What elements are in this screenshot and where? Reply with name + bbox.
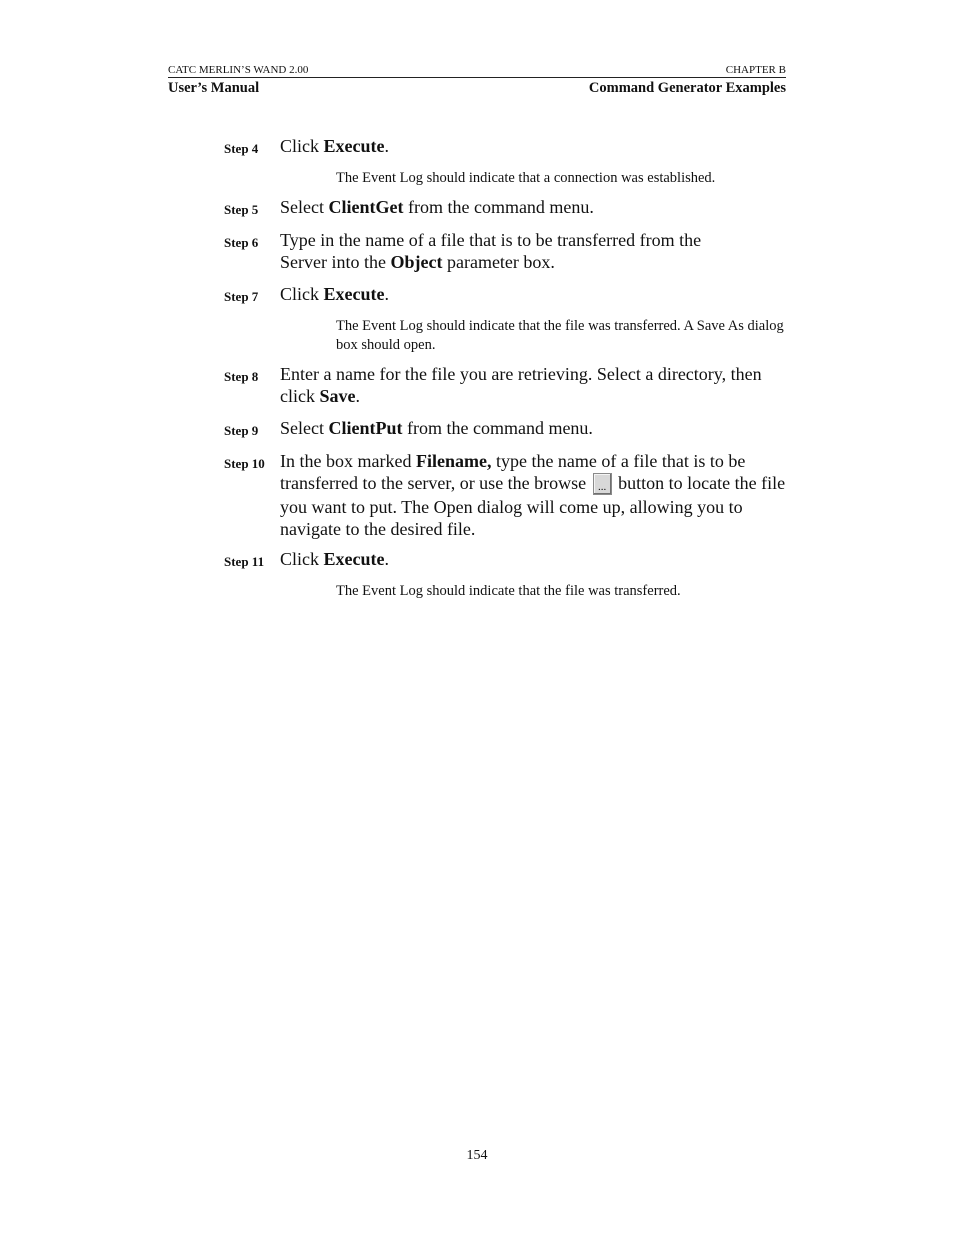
- step-text: [280, 283, 786, 305]
- step-label: Step 7: [224, 289, 259, 304]
- step-keyword: Filename,: [415, 451, 492, 471]
- step-text: [280, 196, 786, 218]
- header-product: CATC MERLIN’S WAND 2.00: [168, 64, 309, 76]
- step-keyword: Execute: [323, 136, 385, 156]
- step-text-pre: Select: [280, 197, 329, 217]
- step-label: Step 10: [224, 456, 265, 471]
- step-text-pre: Type in the name of a file that is to be transferred from the Server into the: [280, 230, 702, 272]
- step-text-pre: Enter a name for the file you are retrieving. Select a directory, then click: [280, 364, 762, 406]
- step-text-mid: type the name of a file that is to be transferred to the server, or use the browse: [280, 451, 746, 493]
- running-header-top: [168, 63, 786, 78]
- step-text: [280, 450, 786, 540]
- step-text: [280, 417, 786, 439]
- step-text-post: .: [384, 549, 389, 569]
- header-chapter: CHAPTER B: [725, 64, 786, 76]
- header-manual: User’s Manual: [168, 80, 260, 96]
- running-header-bottom: [168, 79, 786, 97]
- step-text: [280, 363, 786, 407]
- step-text-post: parameter box.: [442, 252, 555, 272]
- step-text-pre: Click: [280, 549, 324, 569]
- step-text-post: from the command menu.: [402, 418, 593, 438]
- step-label: Step 4: [224, 141, 259, 156]
- header-section: Command Generator Examples: [588, 80, 786, 96]
- step-text: [280, 548, 786, 570]
- step-label: Step 6: [224, 235, 259, 250]
- step-text-pre: Click: [280, 136, 324, 156]
- step-keyword: ClientGet: [328, 197, 404, 217]
- step-4-note: The Event Log should indicate that a connection was established.: [336, 170, 716, 186]
- step-7-note: The Event Log should indicate that the file was transferred. A Save As dialog box should open.: [336, 318, 784, 353]
- step-label: Step 5: [224, 202, 259, 217]
- step-keyword: Save: [319, 386, 356, 406]
- step-keyword: Object: [390, 252, 443, 272]
- step-label: Step 11: [224, 554, 265, 569]
- step-keyword: Execute: [323, 549, 385, 569]
- browse-button-icon: ...: [593, 473, 612, 495]
- page-number: 154: [466, 1148, 488, 1163]
- step-11-note: The Event Log should indicate that the file was transferred.: [336, 583, 681, 599]
- step-text: [280, 229, 730, 273]
- step-keyword: Execute: [323, 284, 385, 304]
- step-keyword: ClientPut: [328, 418, 403, 438]
- step-text-post: from the command menu.: [403, 197, 594, 217]
- step-label: Step 8: [224, 369, 259, 384]
- step-text-post: button to locate the file you want to put. The Open dialog will come up, allowing you to navigate to the desired file.: [280, 473, 786, 539]
- step-text-post: .: [355, 386, 360, 406]
- step-text-pre: Click: [280, 284, 324, 304]
- step-text-post: .: [384, 284, 389, 304]
- step-text-pre: Select: [280, 418, 329, 438]
- step-text: [280, 135, 786, 157]
- step-text-post: .: [384, 136, 389, 156]
- step-text-pre: In the box marked: [280, 451, 416, 471]
- step-label: Step 9: [224, 423, 259, 438]
